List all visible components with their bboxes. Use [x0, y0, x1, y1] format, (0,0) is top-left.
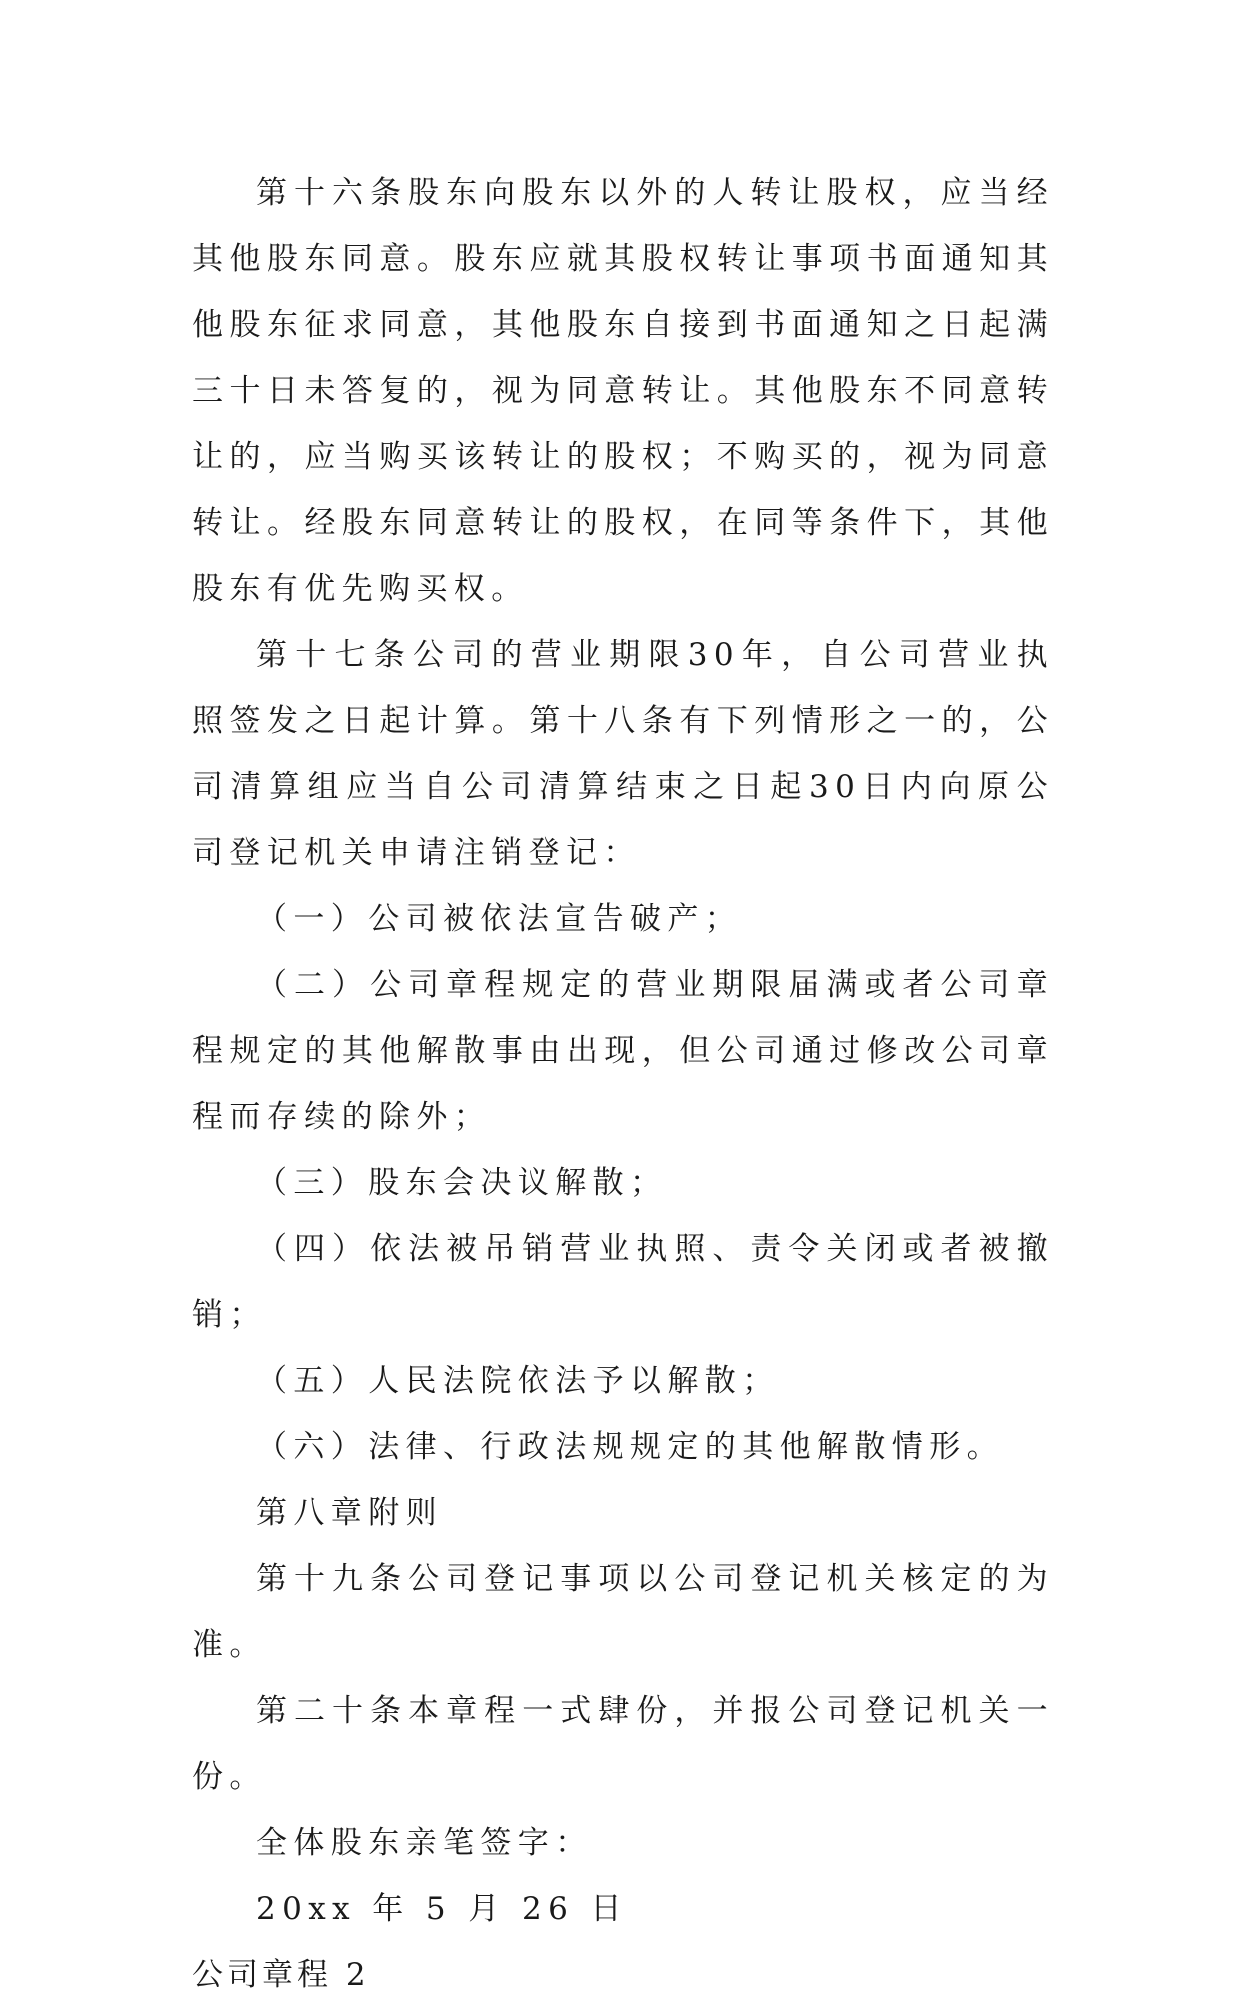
list-item-4: （四）依法被吊销营业执照、责令关闭或者被撤销； — [192, 1231, 1054, 1333]
date-line: 20xx 年 5 月 26 日 — [256, 1891, 628, 1927]
next-section-title: 公司章程 2 — [192, 1957, 370, 1993]
paragraph-article-19: 第十九条公司登记事项以公司登记机关核定的为准。 — [192, 1561, 1054, 1663]
document-body — [192, 160, 1054, 2008]
list-item-5: （五）人民法院依法予以解散； — [256, 1363, 780, 1399]
list-item-3: （三）股东会决议解散； — [256, 1165, 668, 1201]
list-item-1: （一）公司被依法宣告破产； — [256, 901, 743, 937]
paragraph-article-16: 第十六条股东向股东以外的人转让股权，应当经其他股东同意。股东应就其股权转让事项书面通知其他股东征求同意，其他股东自接到书面通知之日起满三十日未答复的，视为同意转让。其他股东不同意转让的，应当购买该转让的股权；不购买的，视为同意转让。经股东同意转让的股权，在同等条件下，其他股东有优先购买权。 — [192, 175, 1054, 607]
paragraph-article-20: 第二十条本章程一式肆份，并报公司登记机关一份。 — [192, 1693, 1054, 1795]
chapter-heading: 第八章附则 — [256, 1495, 443, 1531]
signature-line: 全体股东亲笔签字： — [256, 1825, 593, 1861]
list-item-6: （六）法律、行政法规规定的其他解散情形。 — [256, 1429, 1004, 1465]
list-item-2: （二）公司章程规定的营业期限届满或者公司章程规定的其他解散事由出现，但公司通过修改公司章程而存续的除外； — [192, 967, 1054, 1135]
paragraph-article-17-18: 第十七条公司的营业期限30年，自公司营业执照签发之日起计算。第十八条有下列情形之一的，公司清算组应当自公司清算结束之日起30日内向原公司登记机关申请注销登记： — [192, 637, 1054, 871]
